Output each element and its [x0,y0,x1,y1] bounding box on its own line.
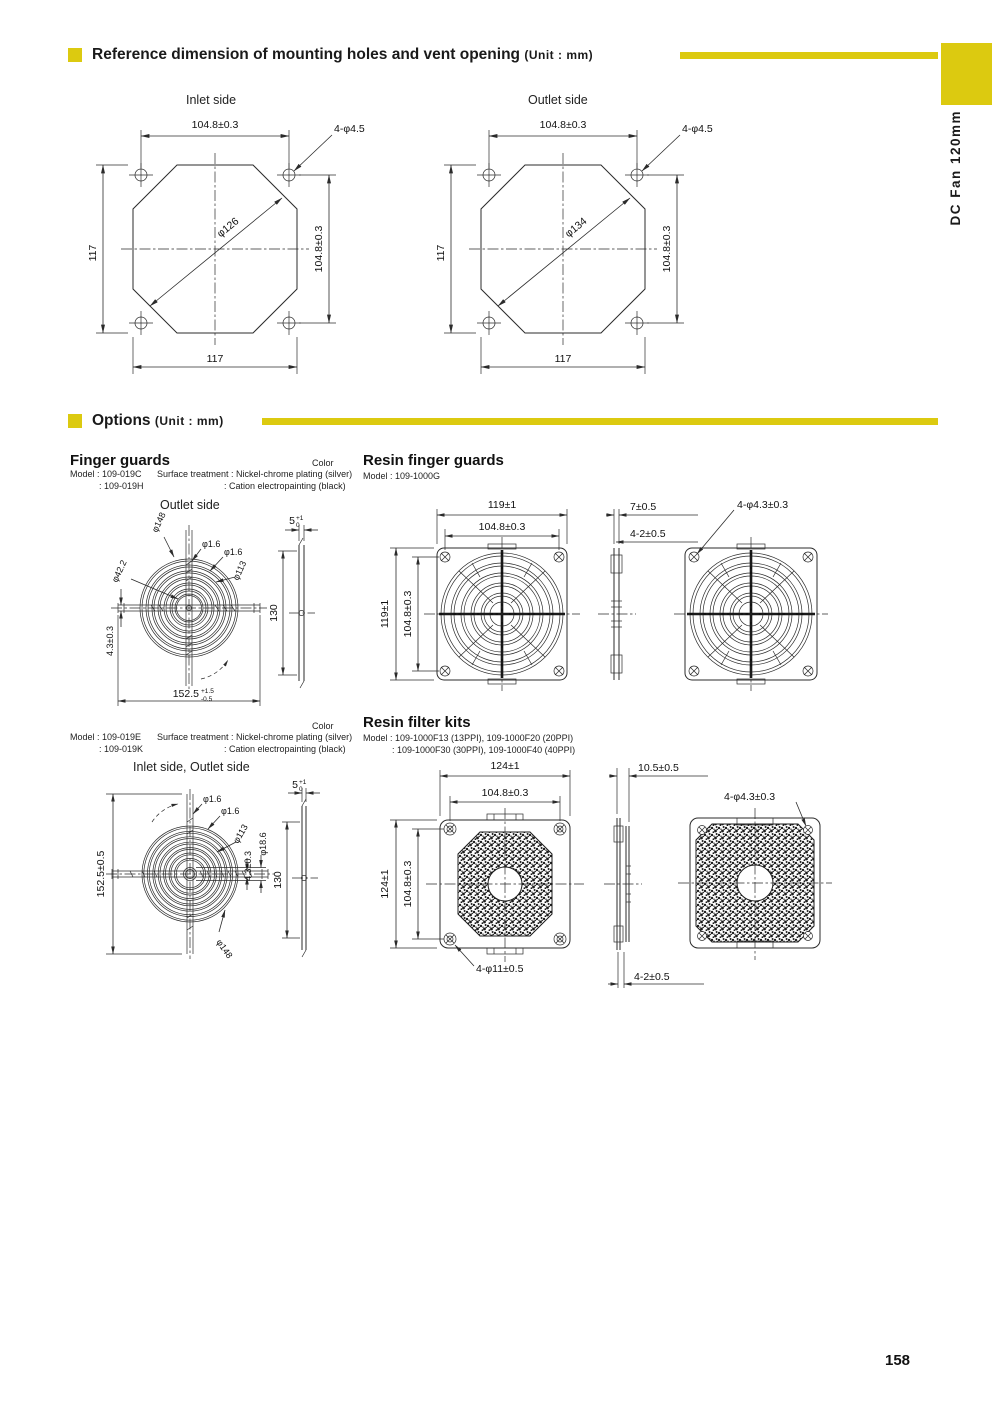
g2-hub: φ18.6 [258,832,268,856]
rg-pitch-h: 104.8±0.3 [402,590,414,638]
outlet-title: Outlet side [528,93,588,107]
options-title [92,412,224,430]
back-view [678,808,832,960]
inlet-title: Inlet side [186,93,237,107]
g2-wire1: φ1.6 [203,794,222,804]
rg-pitch-w: 104.8±0.3 [478,521,526,533]
front-view [426,808,584,962]
finger-guard-2-drawing [90,779,340,997]
side-view [604,818,642,950]
dim-arm [243,851,253,890]
section-rule [680,52,938,59]
dim-holes-callout [294,123,365,171]
fan-outline [121,153,309,345]
outlet-dim-right: 104.8±0.3 [661,225,673,273]
fk-tab: 4-2±0.5 [634,971,670,983]
fg1-treat-2: : Cation electropainting (black) [224,481,346,491]
fg2-treat-1: Surface treatment : Nickel-chrome plating (silver) [157,732,353,742]
options-rule [262,418,938,425]
filter-kits-title: Resin filter kits [363,714,471,731]
g1-outer: φ148 [149,510,168,534]
dim-diagonal [150,198,282,306]
g2-side-tp: +1 [299,779,307,786]
outlet-dim-top: 104.8±0.3 [539,119,587,131]
g2-wire2: φ1.6 [221,806,240,816]
g2-ring: φ113 [231,822,250,845]
section-title [92,46,593,64]
fg2-model-2: : 109-019K [99,744,144,754]
dim-right [647,175,684,323]
g1-width-tm: -0.5 [201,696,213,703]
g2-side-h: 130 [272,871,284,889]
g1-ring: φ113 [230,559,249,582]
g2-side-t: 5 [292,779,298,791]
filter-kits-model-1: Model : 109-1000F13 (13PPI), 109-1000F20 (20PPI) [363,733,574,743]
dim-side-height [272,822,300,938]
label-outer [214,910,234,960]
g1-wire2: φ1.6 [224,547,243,557]
outlet-dim-bottom: 117 [554,353,572,365]
callout-back-holes [724,791,806,826]
g1-side-tm: 0 [296,522,300,529]
winding-arc [201,660,228,679]
label-ring113 [217,823,250,852]
fg2-treat-2: : Cation electropainting (black) [224,744,346,754]
dim-side-thick [609,762,708,822]
filter-kit-drawing [368,756,858,1006]
inlet-holes-label: 4-φ4.5 [334,123,365,135]
label-wire1 [192,539,220,561]
fk-holes-back: 4-φ4.3±0.3 [724,791,776,803]
dim-right [299,175,336,323]
side-tab-label: DC Fan 120mm [948,110,963,226]
inlet-dim-left: 117 [87,244,99,262]
ref-unit: (Unit : mm) [524,48,594,62]
g2-width: 152.5±0.5 [95,850,107,898]
inlet-dim-top: 104.8±0.3 [191,119,239,131]
dim-diagonal [498,198,630,306]
inlet-drawing [68,108,398,386]
dim-arm [105,589,121,656]
side-view [292,799,318,957]
fk-outer-h: 124±1 [379,869,391,899]
fg2-model-1: Model : 109-019E [70,732,142,742]
label-outer [150,511,174,557]
fg1-model-2: : 109-019H [99,481,144,491]
g1-width: 152.5 [172,688,199,700]
g1-side-h: 130 [268,604,280,622]
callout-back-holes [697,499,788,554]
outlet-drawing [416,108,746,386]
resin-guard-drawing [368,493,858,708]
outlet-dim-left: 117 [435,244,447,262]
options-unit: (Unit : mm) [154,414,224,428]
g1-inner: φ42.2 [109,558,129,584]
outlet-dim-diag: φ134 [562,215,590,240]
label-wire2 [208,806,239,829]
rg-thick: 7±0.5 [630,501,657,513]
dim-side-thick [288,779,320,802]
label-wire1 [193,794,221,814]
side-view [598,548,636,680]
fg1-treat-1: Surface treatment : Nickel-chrome plating (silver) [157,469,353,479]
callout-front-holes [455,945,524,975]
fk-thick: 10.5±0.5 [638,762,679,774]
inlet-dim-bottom: 117 [206,353,224,365]
g1-wire1: φ1.6 [202,539,221,549]
section-bullet [68,48,82,62]
options-bullet [68,414,82,428]
winding-arc [152,804,178,822]
rg-tab: 4-2±0.5 [630,528,666,540]
fk-pitch-h: 104.8±0.3 [402,860,414,908]
page-number: 158 [885,1352,911,1369]
filter-kits-model-2: : 109-1000F30 (30PPI), 109-1000F40 (40PPI) [392,745,576,755]
fg1-view-title: Outlet side [160,498,220,512]
resin-guards-model: Model : 109-1000G [363,471,441,481]
dim-side-thick [285,515,318,541]
fan-outline [469,153,657,345]
side-tab-block [941,43,992,105]
fk-pitch-w: 104.8±0.3 [481,787,529,799]
g1-arm: 4.3±0.3 [105,626,115,656]
fg1-model-1: Model : 109-019C [70,469,142,479]
inlet-dim-diag: φ126 [214,215,242,240]
outlet-holes-label: 4-φ4.5 [682,123,713,135]
g1-side-tp: +1 [296,515,304,522]
dim-holes-callout [642,123,713,171]
resin-guards-title: Resin finger guards [363,452,504,469]
rg-holes: 4-φ4.3±0.3 [737,499,789,511]
back-view [674,537,828,691]
side-view [289,538,315,688]
guard-arms [111,525,267,691]
color-label-2: Color [312,721,334,731]
front-view [424,537,580,691]
finger-guard-1-drawing [95,510,335,713]
g2-outer: φ148 [214,937,235,961]
label-inner [110,558,178,599]
dim-side-tab [608,952,704,988]
g2-arm: 4.3±0.3 [243,851,253,881]
dim-side-tab [616,528,698,542]
inlet-dim-right: 104.8±0.3 [313,225,325,273]
options-title-text: Options [92,412,151,429]
finger-guards-title: Finger guards [70,452,171,469]
ref-title: Reference dimension of mounting holes and vent opening [92,46,521,63]
rg-outer-w: 119±1 [487,499,517,511]
fk-holes-front: 4-φ11±0.5 [476,963,524,975]
g1-width-tp: +1.5 [201,688,214,695]
fk-outer-w: 124±1 [490,760,520,772]
rg-outer-h: 119±1 [379,599,391,629]
fg2-view-title: Inlet side, Outlet side [133,760,250,774]
g1-side-t: 5 [289,515,295,527]
color-label-1: Color [312,458,334,468]
dim-front-left-pitch [402,829,444,939]
g2-side-tm: 0 [299,786,303,793]
